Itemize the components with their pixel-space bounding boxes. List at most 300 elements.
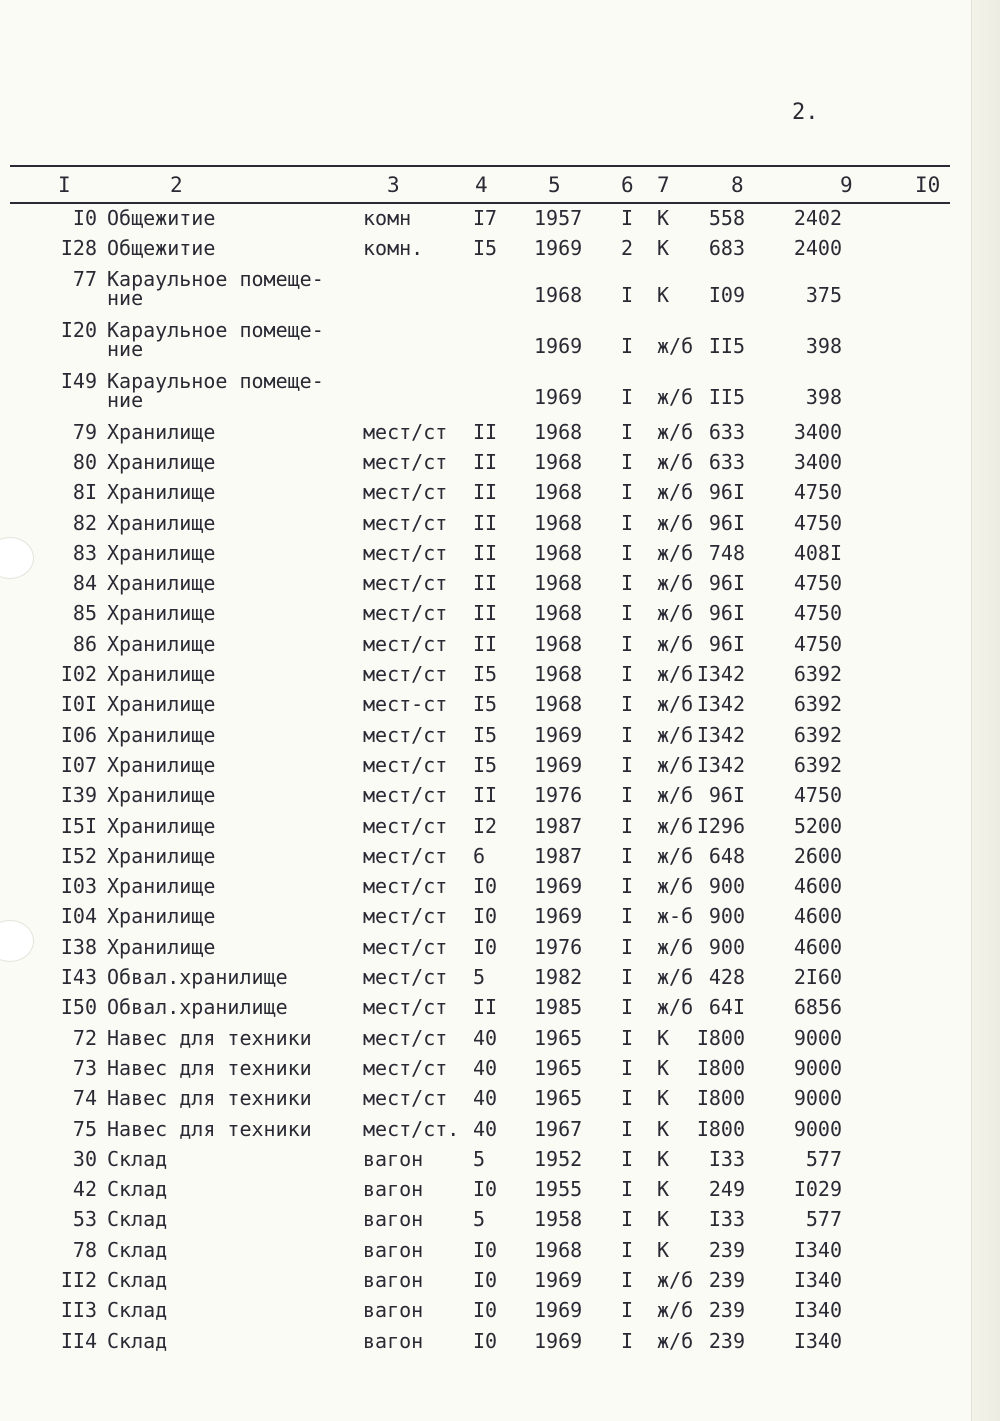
table-row bbox=[0, 601, 1000, 631]
table-row bbox=[0, 995, 1000, 1025]
object-name-cell: Хранилище bbox=[107, 540, 216, 565]
year-built-cell: 1958 bbox=[534, 1207, 583, 1232]
capacity-cell: II bbox=[473, 510, 498, 535]
object-name-cell: Хранилище bbox=[107, 571, 216, 596]
material-cell: К bbox=[657, 1116, 670, 1141]
object-name-cell: Навес для техники bbox=[107, 1025, 312, 1050]
table-row bbox=[0, 206, 1000, 236]
area-cell: II5 bbox=[708, 333, 745, 358]
row-number-cell: I20 bbox=[60, 317, 97, 342]
volume-cell: 6392 bbox=[793, 722, 842, 747]
column-header: 9 bbox=[840, 173, 853, 197]
capacity-cell: I0 bbox=[473, 1328, 498, 1353]
row-number-cell: 75 bbox=[72, 1116, 97, 1141]
row-number-cell: 77 bbox=[72, 266, 97, 291]
material-cell: ж/б bbox=[657, 631, 694, 656]
object-name-cell: Склад bbox=[107, 1298, 168, 1323]
row-number-cell: II2 bbox=[60, 1268, 97, 1292]
floors-cell: I bbox=[621, 904, 634, 929]
volume-cell: 9000 bbox=[793, 1116, 842, 1141]
object-name-cell: Хранилище bbox=[107, 843, 216, 868]
year-built-cell: 1968 bbox=[534, 480, 583, 505]
floors-cell: I bbox=[621, 813, 634, 838]
year-built-cell: 1968 bbox=[534, 1237, 583, 1262]
row-number-cell: I06 bbox=[60, 722, 97, 747]
table-row bbox=[0, 369, 1000, 421]
volume-cell: 398 bbox=[805, 384, 842, 409]
material-cell: ж/б bbox=[657, 540, 694, 565]
material-cell: ж/б bbox=[657, 1298, 694, 1323]
column-header: 2 bbox=[170, 173, 183, 197]
row-number-cell: I5I bbox=[60, 813, 97, 838]
unit-cell: мест/ст bbox=[363, 510, 448, 535]
material-cell: ж/б bbox=[657, 449, 694, 474]
row-number-cell: 42 bbox=[72, 1177, 97, 1202]
row-number-cell: 78 bbox=[72, 1237, 97, 1262]
table-row bbox=[0, 318, 1000, 370]
unit-cell: мест/ст bbox=[363, 874, 448, 899]
table-row bbox=[0, 541, 1000, 571]
row-number-cell: I28 bbox=[60, 236, 97, 261]
row-number-cell: I38 bbox=[60, 934, 97, 959]
object-name-cell: Хранилище bbox=[107, 904, 216, 929]
volume-cell: I340 bbox=[793, 1268, 842, 1292]
table-row bbox=[0, 267, 1000, 319]
area-cell: I296 bbox=[696, 813, 745, 838]
floors-cell: I bbox=[621, 480, 634, 505]
unit-cell: вагон bbox=[363, 1237, 424, 1262]
capacity-cell: 40 bbox=[473, 1025, 498, 1050]
floors-cell: I bbox=[621, 965, 634, 989]
object-name-cell: Склад bbox=[107, 1328, 168, 1353]
column-header: 6 bbox=[621, 173, 634, 197]
area-cell: 96I bbox=[708, 601, 745, 626]
object-name-cell: Хранилище bbox=[107, 692, 216, 717]
volume-cell: I340 bbox=[793, 1298, 842, 1323]
floors-cell: I bbox=[621, 571, 634, 596]
floors-cell: I bbox=[621, 662, 634, 686]
object-name-cell: Хранилище bbox=[107, 874, 216, 899]
row-number-cell: I0 bbox=[72, 206, 97, 230]
material-cell: К bbox=[657, 1146, 670, 1171]
material-cell: ж/б bbox=[657, 874, 694, 899]
unit-cell: вагон bbox=[363, 1298, 424, 1323]
year-built-cell: 1968 bbox=[534, 282, 583, 307]
object-name-cell: Общежитие bbox=[107, 206, 216, 230]
page-number: 2. bbox=[792, 100, 819, 125]
volume-cell: I340 bbox=[793, 1328, 842, 1353]
volume-cell: 3400 bbox=[793, 449, 842, 474]
object-name-cell: Хранилище bbox=[107, 419, 216, 444]
table-row bbox=[0, 1086, 1000, 1116]
floors-cell: I bbox=[621, 843, 634, 868]
row-number-cell: I52 bbox=[60, 843, 97, 868]
floors-cell: I bbox=[621, 206, 634, 230]
unit-cell: мест/ст bbox=[363, 449, 448, 474]
area-cell: 900 bbox=[708, 874, 745, 899]
year-built-cell: 1957 bbox=[534, 206, 583, 230]
row-number-cell: I04 bbox=[60, 904, 97, 929]
floors-cell: 2 bbox=[621, 236, 634, 261]
material-cell: ж/б bbox=[657, 510, 694, 535]
table-row bbox=[0, 1238, 1000, 1268]
unit-cell: мест/ст bbox=[363, 965, 448, 989]
unit-cell: комн bbox=[363, 206, 412, 230]
capacity-cell: I5 bbox=[473, 662, 498, 686]
area-cell: I800 bbox=[696, 1116, 745, 1141]
capacity-cell: 40 bbox=[473, 1116, 498, 1141]
material-cell: ж/б bbox=[657, 813, 694, 838]
year-built-cell: 1969 bbox=[534, 904, 583, 929]
row-number-cell: I0I bbox=[60, 692, 97, 717]
table-row bbox=[0, 1268, 1000, 1298]
table-row bbox=[0, 783, 1000, 813]
area-cell: I342 bbox=[696, 722, 745, 747]
row-number-cell: I50 bbox=[60, 995, 97, 1020]
table-row bbox=[0, 692, 1000, 722]
area-cell: 239 bbox=[708, 1237, 745, 1262]
area-cell: 239 bbox=[708, 1268, 745, 1292]
row-number-cell: 8I bbox=[72, 480, 97, 505]
area-cell: I33 bbox=[708, 1207, 745, 1232]
unit-cell: мест/ст bbox=[363, 1055, 448, 1080]
table-row bbox=[0, 480, 1000, 510]
object-name-cell: Склад bbox=[107, 1177, 168, 1202]
material-cell: ж/б bbox=[657, 692, 694, 717]
area-cell: 558 bbox=[708, 206, 745, 230]
year-built-cell: 1968 bbox=[534, 449, 583, 474]
floors-cell: I bbox=[621, 282, 634, 307]
table-row bbox=[0, 1329, 1000, 1359]
material-cell: К bbox=[657, 1207, 670, 1232]
capacity-cell: 40 bbox=[473, 1055, 498, 1080]
capacity-cell: II bbox=[473, 540, 498, 565]
unit-cell: мест/ст bbox=[363, 601, 448, 626]
material-cell: ж/б bbox=[657, 1328, 694, 1353]
capacity-cell: II bbox=[473, 995, 498, 1020]
capacity-cell: I5 bbox=[473, 692, 498, 717]
floors-cell: I bbox=[621, 1055, 634, 1080]
column-header: 5 bbox=[548, 173, 561, 197]
table-top-rule bbox=[10, 165, 950, 167]
area-cell: 96I bbox=[708, 480, 745, 505]
object-name-cell: Хранилище bbox=[107, 722, 216, 747]
table-row bbox=[0, 662, 1000, 692]
unit-cell: вагон bbox=[363, 1328, 424, 1353]
row-number-cell: II4 bbox=[60, 1328, 97, 1353]
capacity-cell: II bbox=[473, 601, 498, 626]
unit-cell: мест/ст. bbox=[363, 1116, 460, 1141]
table-row bbox=[0, 571, 1000, 601]
year-built-cell: 1968 bbox=[534, 631, 583, 656]
row-number-cell: I07 bbox=[60, 752, 97, 777]
capacity-cell: I0 bbox=[473, 1298, 498, 1323]
volume-cell: I029 bbox=[793, 1177, 842, 1202]
year-built-cell: 1969 bbox=[534, 1328, 583, 1353]
year-built-cell: 1952 bbox=[534, 1146, 583, 1171]
material-cell: ж/б bbox=[657, 662, 694, 686]
object-name-cell: Хранилище bbox=[107, 631, 216, 656]
capacity-cell: I2 bbox=[473, 813, 498, 838]
object-name-cell: Хранилище bbox=[107, 510, 216, 535]
unit-cell: мест/ст bbox=[363, 631, 448, 656]
column-header: 3 bbox=[387, 173, 400, 197]
year-built-cell: 1968 bbox=[534, 692, 583, 717]
row-number-cell: 74 bbox=[72, 1086, 97, 1111]
capacity-cell: 40 bbox=[473, 1086, 498, 1111]
material-cell: ж/б bbox=[657, 1268, 694, 1292]
capacity-cell: I0 bbox=[473, 934, 498, 959]
area-cell: 239 bbox=[708, 1298, 745, 1323]
area-cell: 683 bbox=[708, 236, 745, 261]
floors-cell: I bbox=[621, 995, 634, 1020]
floors-cell: I bbox=[621, 722, 634, 747]
capacity-cell: 5 bbox=[473, 965, 486, 989]
material-cell: К bbox=[657, 1177, 670, 1202]
floors-cell: I bbox=[621, 1116, 634, 1141]
area-cell: 96I bbox=[708, 631, 745, 656]
table-row bbox=[0, 904, 1000, 934]
unit-cell: вагон bbox=[363, 1207, 424, 1232]
volume-cell: 2I60 bbox=[793, 965, 842, 989]
unit-cell: вагон bbox=[363, 1268, 424, 1292]
material-cell: ж/б bbox=[657, 480, 694, 505]
year-built-cell: 1969 bbox=[534, 384, 583, 409]
area-cell: I342 bbox=[696, 692, 745, 717]
unit-cell: мест/ст bbox=[363, 722, 448, 747]
material-cell: К bbox=[657, 1025, 670, 1050]
material-cell: ж/б bbox=[657, 333, 694, 358]
area-cell: I33 bbox=[708, 1146, 745, 1171]
row-number-cell: 72 bbox=[72, 1025, 97, 1050]
floors-cell: I bbox=[621, 1086, 634, 1111]
capacity-cell: 6 bbox=[473, 843, 486, 868]
material-cell: ж/б bbox=[657, 752, 694, 777]
volume-cell: 6392 bbox=[793, 692, 842, 717]
area-cell: 64I bbox=[708, 995, 745, 1020]
volume-cell: 4750 bbox=[793, 783, 842, 808]
year-built-cell: 1969 bbox=[534, 874, 583, 899]
table-row bbox=[0, 814, 1000, 844]
object-name-cell: Склад bbox=[107, 1268, 168, 1292]
area-cell: 239 bbox=[708, 1328, 745, 1353]
floors-cell: I bbox=[621, 1207, 634, 1232]
row-number-cell: 73 bbox=[72, 1055, 97, 1080]
area-cell: 748 bbox=[708, 540, 745, 565]
capacity-cell: II bbox=[473, 419, 498, 444]
area-cell: 96I bbox=[708, 510, 745, 535]
material-cell: К bbox=[657, 206, 670, 230]
floors-cell: I bbox=[621, 419, 634, 444]
year-built-cell: 1976 bbox=[534, 934, 583, 959]
unit-cell: мест/ст bbox=[363, 571, 448, 596]
table-row bbox=[0, 420, 1000, 450]
volume-cell: 375 bbox=[805, 282, 842, 307]
year-built-cell: 1968 bbox=[534, 540, 583, 565]
unit-cell: мест/ст bbox=[363, 843, 448, 868]
year-built-cell: 1968 bbox=[534, 601, 583, 626]
table-row bbox=[0, 1298, 1000, 1328]
area-cell: I800 bbox=[696, 1025, 745, 1050]
object-name-cell: Хранилище bbox=[107, 752, 216, 777]
material-cell: К bbox=[657, 236, 670, 261]
capacity-cell: I0 bbox=[473, 1177, 498, 1202]
floors-cell: I bbox=[621, 752, 634, 777]
material-cell: ж-б bbox=[657, 904, 694, 929]
volume-cell: 4750 bbox=[793, 601, 842, 626]
volume-cell: 4600 bbox=[793, 874, 842, 899]
floors-cell: I bbox=[621, 783, 634, 808]
floors-cell: I bbox=[621, 692, 634, 717]
object-name-cell: Хранилище bbox=[107, 813, 216, 838]
material-cell: ж/б bbox=[657, 783, 694, 808]
unit-cell: мест/ст bbox=[363, 783, 448, 808]
area-cell: 249 bbox=[708, 1177, 745, 1202]
object-name-continuation: ние bbox=[107, 387, 144, 412]
column-header: 4 bbox=[475, 173, 488, 197]
year-built-cell: 1969 bbox=[534, 333, 583, 358]
unit-cell: мест/ст bbox=[363, 662, 448, 686]
object-name-cell: Склад bbox=[107, 1146, 168, 1171]
object-name-cell: Обвал.хранилище bbox=[107, 965, 288, 989]
unit-cell: мест/ст bbox=[363, 1086, 448, 1111]
area-cell: 633 bbox=[708, 419, 745, 444]
capacity-cell: II bbox=[473, 783, 498, 808]
capacity-cell: II bbox=[473, 480, 498, 505]
volume-cell: 6856 bbox=[793, 995, 842, 1020]
year-built-cell: 1987 bbox=[534, 813, 583, 838]
table-row bbox=[0, 450, 1000, 480]
floors-cell: I bbox=[621, 540, 634, 565]
volume-cell: 6392 bbox=[793, 662, 842, 686]
material-cell: К bbox=[657, 1237, 670, 1262]
unit-cell: мест/ст bbox=[363, 540, 448, 565]
capacity-cell: II bbox=[473, 631, 498, 656]
volume-cell: 408I bbox=[793, 540, 842, 565]
row-number-cell: 86 bbox=[72, 631, 97, 656]
object-name-continuation: ние bbox=[107, 285, 144, 310]
volume-cell: 3400 bbox=[793, 419, 842, 444]
area-cell: I342 bbox=[696, 752, 745, 777]
year-built-cell: 1967 bbox=[534, 1116, 583, 1141]
year-built-cell: 1982 bbox=[534, 965, 583, 989]
material-cell: ж/б bbox=[657, 843, 694, 868]
area-cell: 96I bbox=[708, 783, 745, 808]
row-number-cell: 83 bbox=[72, 540, 97, 565]
row-number-cell: 84 bbox=[72, 571, 97, 596]
capacity-cell: I0 bbox=[473, 874, 498, 899]
year-built-cell: 1985 bbox=[534, 995, 583, 1020]
object-name-cell: Навес для техники bbox=[107, 1055, 312, 1080]
unit-cell: мест/ст bbox=[363, 480, 448, 505]
floors-cell: I bbox=[621, 934, 634, 959]
area-cell: 428 bbox=[708, 965, 745, 989]
capacity-cell: I5 bbox=[473, 236, 498, 261]
object-name-cell: Караульное помеще- bbox=[107, 317, 324, 342]
volume-cell: 577 bbox=[805, 1207, 842, 1232]
area-cell: 96I bbox=[708, 571, 745, 596]
area-cell: I09 bbox=[708, 282, 745, 307]
table-row bbox=[0, 632, 1000, 662]
floors-cell: I bbox=[621, 1328, 634, 1353]
year-built-cell: 1968 bbox=[534, 510, 583, 535]
area-cell: II5 bbox=[708, 384, 745, 409]
material-cell: ж/б bbox=[657, 419, 694, 444]
object-name-cell: Караульное помеще- bbox=[107, 368, 324, 393]
table-row bbox=[0, 965, 1000, 995]
unit-cell: мест/ст bbox=[363, 995, 448, 1020]
volume-cell: I340 bbox=[793, 1237, 842, 1262]
volume-cell: 9000 bbox=[793, 1025, 842, 1050]
table-row bbox=[0, 1117, 1000, 1147]
material-cell: К bbox=[657, 282, 670, 307]
table-row bbox=[0, 1026, 1000, 1056]
material-cell: ж/б bbox=[657, 722, 694, 747]
unit-cell: мест/ст bbox=[363, 752, 448, 777]
object-name-cell: Навес для техники bbox=[107, 1116, 312, 1141]
table-row bbox=[0, 236, 1000, 266]
volume-cell: 4600 bbox=[793, 904, 842, 929]
column-header: I0 bbox=[915, 173, 941, 197]
object-name-cell: Хранилище bbox=[107, 934, 216, 959]
material-cell: ж/б bbox=[657, 995, 694, 1020]
floors-cell: I bbox=[621, 601, 634, 626]
object-name-cell: Хранилище bbox=[107, 449, 216, 474]
object-name-cell: Общежитие bbox=[107, 236, 216, 261]
capacity-cell: II bbox=[473, 449, 498, 474]
year-built-cell: 1968 bbox=[534, 419, 583, 444]
row-number-cell: 82 bbox=[72, 510, 97, 535]
material-cell: К bbox=[657, 1055, 670, 1080]
floors-cell: I bbox=[621, 631, 634, 656]
table-row bbox=[0, 1177, 1000, 1207]
year-built-cell: 1965 bbox=[534, 1086, 583, 1111]
capacity-cell: I0 bbox=[473, 904, 498, 929]
year-built-cell: 1969 bbox=[534, 1268, 583, 1292]
volume-cell: 2400 bbox=[793, 236, 842, 261]
row-number-cell: 80 bbox=[72, 449, 97, 474]
table-row bbox=[0, 935, 1000, 965]
object-name-continuation: ние bbox=[107, 336, 144, 361]
area-cell: I800 bbox=[696, 1086, 745, 1111]
volume-cell: 4750 bbox=[793, 631, 842, 656]
floors-cell: I bbox=[621, 1268, 634, 1292]
floors-cell: I bbox=[621, 333, 634, 358]
unit-cell: мест/ст bbox=[363, 813, 448, 838]
row-number-cell: I03 bbox=[60, 874, 97, 899]
unit-cell: мест-ст bbox=[363, 692, 448, 717]
area-cell: I342 bbox=[696, 662, 745, 686]
floors-cell: I bbox=[621, 510, 634, 535]
column-header: 8 bbox=[731, 173, 744, 197]
year-built-cell: 1969 bbox=[534, 236, 583, 261]
area-cell: I800 bbox=[696, 1055, 745, 1080]
unit-cell: мест/ст bbox=[363, 1025, 448, 1050]
floors-cell: I bbox=[621, 384, 634, 409]
floors-cell: I bbox=[621, 1177, 634, 1202]
column-header: I bbox=[58, 173, 71, 197]
volume-cell: 9000 bbox=[793, 1086, 842, 1111]
row-number-cell: I43 bbox=[60, 965, 97, 989]
material-cell: ж/б bbox=[657, 601, 694, 626]
object-name-cell: Склад bbox=[107, 1207, 168, 1232]
volume-cell: 4750 bbox=[793, 510, 842, 535]
volume-cell: 398 bbox=[805, 333, 842, 358]
column-header: 7 bbox=[657, 173, 670, 197]
unit-cell: вагон bbox=[363, 1146, 424, 1171]
volume-cell: 577 bbox=[805, 1146, 842, 1171]
object-name-cell: Хранилище bbox=[107, 601, 216, 626]
